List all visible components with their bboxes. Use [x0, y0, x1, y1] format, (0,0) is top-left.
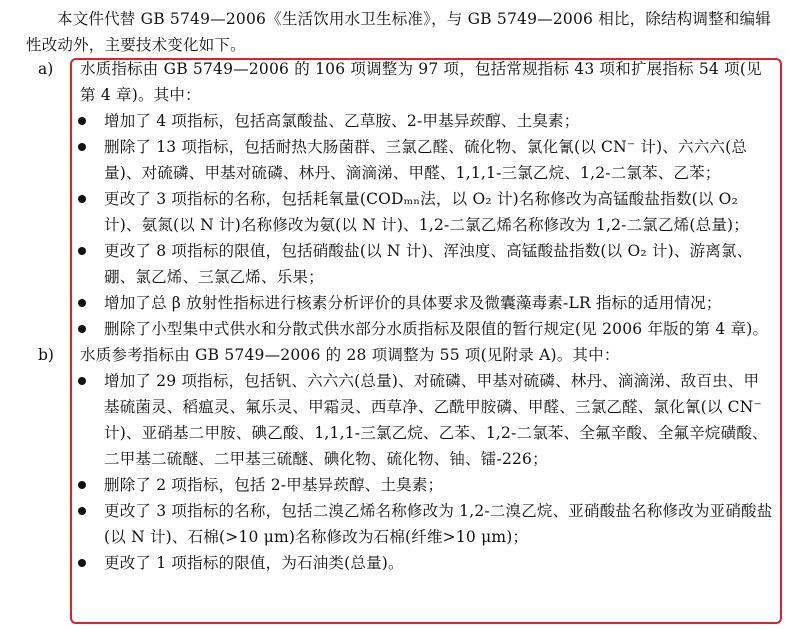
bullet-icon [78, 377, 86, 385]
bullet-item [0, 108, 789, 134]
item-text: 水质指标由 GB 5749—2006 的 106 项调整为 97 项，包括常规指标 43 项和扩展指标 54 项(见第 4 章)。其中： [80, 60, 762, 104]
bullet-text: 更改了 8 项指标的限值，包括硝酸盐(以 N 计)、浑浊度、高锰酸盐指数(以 O₂ 计)、游离氯、硼、氯乙烯、三氯乙烯、乐果； [104, 242, 753, 286]
bullet-item [0, 186, 789, 238]
change-list [0, 56, 789, 576]
item-text: 水质参考指标由 GB 5749—2006 的 28 项调整为 55 项(见附录 A)。其中： [80, 346, 620, 364]
bullet-text: 更改了 1 项指标的限值，为石油类(总量)。 [104, 554, 404, 572]
bullet-item [0, 472, 789, 498]
bullet-text: 增加了 4 项指标，包括高氯酸盐、乙草胺、2-甲基异莰醇、土臭素； [104, 112, 580, 130]
bullet-item [0, 238, 789, 290]
bullet-text: 增加了总 β 放射性指标进行核素分析评价的具体要求及微囊藻毒素-LR 指标的适用情况； [104, 294, 722, 312]
bullet-icon [78, 247, 86, 255]
bullet-icon [78, 117, 86, 125]
bullet-text: 删除了 2 项指标，包括 2-甲基异莰醇、土臭素； [104, 476, 444, 494]
bullet-text: 更改了 3 项指标的名称，包括耗氧量(CODₘₙ法，以 O₂ 计)名称修改为高锰酸盐指数(以 O₂ 计)、氨氮(以 N 计)名称修改为氨(以 N 计)、1,2-二氯乙烯名称修改为 1,2-二氯乙烯(总量)； [104, 190, 749, 234]
bullet-item [0, 290, 789, 316]
bullet-item [0, 498, 789, 550]
intro-paragraph: 本文件代替 GB 5749—2006《生活饮用水卫生标准》，与 GB 5749—2006 相比，除结构调整和编辑性改动外，主要技术变化如下。 [26, 10, 771, 54]
bullet-item [0, 368, 789, 472]
list-item [0, 56, 789, 342]
item-label: a) [38, 60, 54, 78]
bullet-item [0, 550, 789, 576]
bullet-text: 删除了 13 项指标，包括耐热大肠菌群、三氯乙醛、硫化物、氯化氰(以 CN⁻ 计)、六六六(总量)、对硫磷、甲基对硫磷、林丹、滴滴涕、甲醛、1,1,1-三氯乙烷、1,2-二氯苯、乙苯； [104, 138, 748, 182]
bullet-item [0, 316, 789, 342]
bullet-text: 删除了小型集中式供水和分散式供水部分水质指标及限值的暂行规定(见 2006 年版的第 4 章)。 [104, 320, 769, 338]
bullet-icon [78, 325, 86, 333]
item-label: b) [38, 346, 54, 364]
bullet-icon [78, 559, 86, 567]
bullet-icon [78, 143, 86, 151]
bullet-icon [78, 195, 86, 203]
bullet-icon [78, 507, 86, 515]
list-item [0, 342, 789, 576]
bullet-icon [78, 299, 86, 307]
bullet-text: 增加了 29 项指标，包括钒、六六六(总量)、对硫磷、甲基对硫磷、林丹、滴滴涕、敌百虫、甲基硫菌灵、稻瘟灵、氟乐灵、甲霜灵、西草净、乙酰甲胺磷、甲醛、三氯乙醛、氯化氰(以 CN⁻ 计)、亚硝基二甲胺、碘乙酸、1,1,1-三氯乙烷、乙苯、1,2-二氯苯、全氟辛酸、全氟辛烷磺酸、二甲基二硫醚、二甲基三硫醚、碘化物、硫化物、铀、镭-226； [104, 372, 768, 468]
bullet-item [0, 134, 789, 186]
bullet-text: 更改了 3 项指标的名称，包括二溴乙烯名称修改为 1,2-二溴乙烷、亚硝酸盐名称修改为亚硝酸盐(以 N 计)、石棉(>10 μm)名称修改为石棉(纤维>10 μm)； [104, 502, 773, 546]
bullet-icon [78, 481, 86, 489]
